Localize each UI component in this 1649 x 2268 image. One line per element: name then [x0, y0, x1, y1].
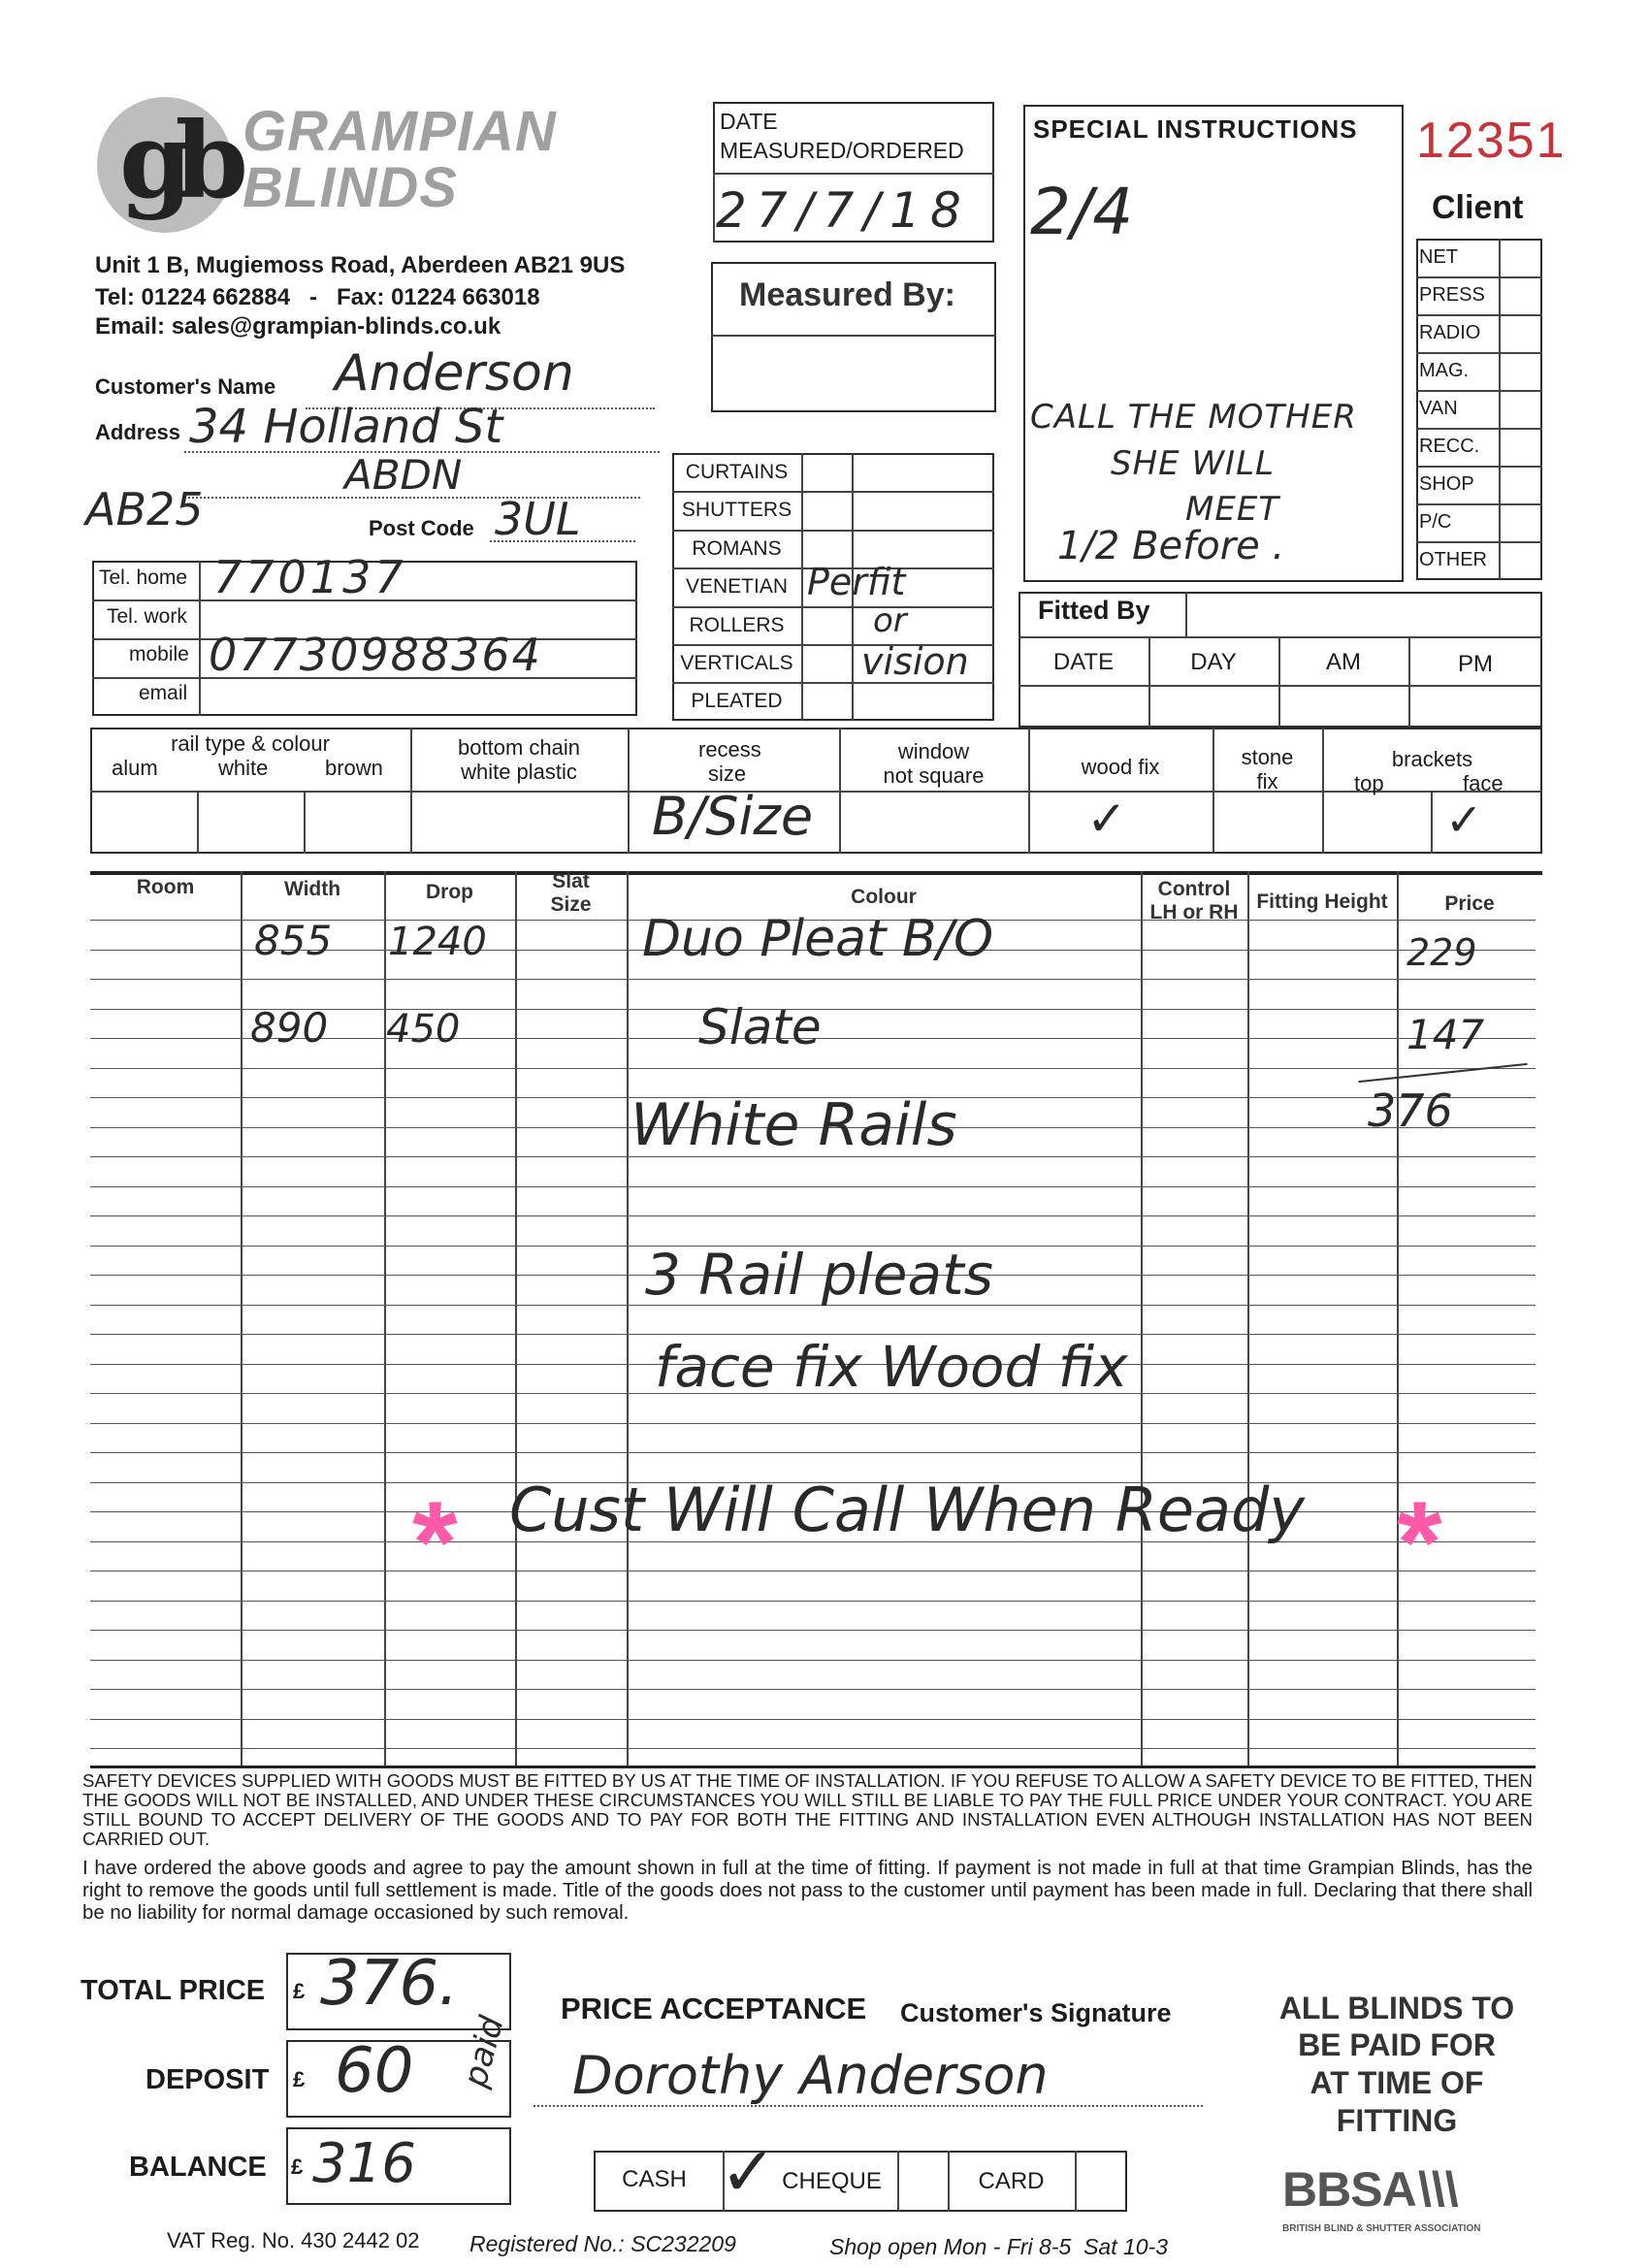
table-note-2: 3 Rail pleats: [645, 1242, 993, 1308]
table-note-4: Cust Will Call When Ready: [509, 1474, 1306, 1545]
payment-cheque: CHEQUE: [782, 2168, 882, 2194]
address-label: Address: [95, 420, 181, 444]
table-row-1-drop: 1240: [388, 920, 487, 964]
deposit-currency: £: [293, 2067, 306, 2091]
special-note-top: 2/4: [1030, 175, 1134, 249]
brackets-face: face: [1463, 771, 1504, 795]
product-3-label: ROMANS: [692, 536, 782, 560]
table-row-2-drop: 450: [386, 1007, 461, 1052]
chain-label-2: white plastic: [461, 760, 577, 784]
product-5-label: ROLLERS: [689, 613, 785, 636]
header-drop: Drop: [426, 881, 473, 903]
star-left: *: [412, 1477, 458, 1607]
deposit-value: 60: [335, 2035, 414, 2107]
header-room: Room: [136, 876, 195, 898]
date-label: DATE: [720, 109, 778, 134]
signature-label: Customer's Signature: [900, 1998, 1172, 2027]
price-acceptance-label: PRICE ACCEPTANCE: [561, 1992, 867, 2025]
product-note-1: Perfit: [807, 561, 906, 603]
client-source-4: MAG.: [1419, 360, 1470, 381]
fitted-by-label: Fitted By: [1038, 596, 1150, 625]
recess-label-1: recess: [698, 737, 761, 761]
footer-registered: Registered No.: SC232209: [469, 2231, 736, 2256]
product-2-label: SHUTTERS: [681, 499, 792, 522]
header-fitting-height: Fitting Height: [1256, 891, 1388, 913]
table-row-2-colour: Slate: [698, 999, 822, 1055]
header-price: Price: [1444, 892, 1495, 915]
product-1-label: CURTAINS: [685, 461, 789, 483]
recess-label-2: size: [708, 761, 747, 786]
product-7-label: PLEATED: [691, 690, 783, 713]
recess-value: B/Size: [652, 786, 814, 847]
table-note-1: White Rails: [630, 1091, 957, 1159]
payment-cash-check: ✓: [720, 2134, 777, 2210]
price-subtotal: 376: [1368, 1085, 1453, 1137]
client-source-9: OTHER: [1419, 549, 1487, 570]
tel-work-label: Tel. work: [107, 605, 187, 628]
brackets-label: brackets: [1391, 747, 1473, 771]
rail-type-label: rail type & colour: [171, 731, 330, 756]
client-source-7: SHOP: [1419, 473, 1474, 495]
bbsa-caption: BRITISH BLIND & SHUTTER ASSOCIATION: [1282, 2223, 1481, 2234]
address-line1: 34 Holland St: [189, 400, 503, 454]
email-label: email: [139, 682, 188, 704]
customer-name-label: Customer's Name: [95, 374, 276, 399]
window-label-1: window: [897, 739, 970, 763]
footer-vat: VAT Reg. No. 430 2442 02: [167, 2228, 420, 2252]
total-price-label: TOTAL PRICE: [81, 1975, 266, 2006]
total-price-value: 376.: [320, 1948, 459, 2020]
special-note-1: CALL THE MOTHER: [1030, 398, 1357, 437]
notice-line-4: FITTING: [1336, 2103, 1458, 2138]
payment-card: CARD: [978, 2168, 1045, 2194]
table-row-1-colour: Duo Pleat B/O: [642, 910, 994, 968]
client-source-2: PRESS: [1419, 284, 1485, 306]
notice-line-2: BE PAID FOR: [1298, 2027, 1496, 2062]
date-measured-value: 27/7/18: [716, 182, 971, 239]
mobile-value: 07730988364: [209, 629, 542, 681]
rail-brown: brown: [325, 756, 383, 780]
bbsa-stripes: \\\: [1418, 2162, 1459, 2217]
customer-signature: Dorothy Anderson: [572, 2045, 1049, 2106]
company-logo: [92, 92, 238, 238]
logo-letters: gb: [119, 100, 232, 222]
postcode-right: 3UL: [495, 493, 581, 545]
table-row-1-width: 855: [254, 917, 333, 964]
order-number: 12351: [1416, 113, 1567, 169]
brackets-top: top: [1354, 771, 1384, 795]
special-note-3: MEET: [1185, 490, 1280, 529]
client-source-5: VAN: [1419, 398, 1458, 419]
header-control-2: LH or RH: [1149, 901, 1239, 923]
date-measured-label: MEASURED/ORDERED: [720, 138, 964, 163]
balance-value: 316: [312, 2132, 416, 2195]
wood-fix-label: wood fix: [1081, 755, 1160, 779]
total-currency: £: [293, 1979, 306, 2003]
table-row-2-price: 147: [1406, 1011, 1485, 1058]
deposit-paid-note: paid: [455, 2012, 512, 2091]
star-right: *: [1397, 1477, 1442, 1607]
balance-currency: £: [291, 2155, 304, 2179]
rail-white: white: [218, 756, 269, 780]
header-colour: Colour: [851, 886, 917, 908]
safety-terms: SAFETY DEVICES SUPPLIED WITH GOODS MUST BE FITTED BY US AT THE TIME OF INSTALLATION. IF YOU REFUSE TO ALLOW A SAFETY DEVICE TO BE FITTED, THEN THE GOODS WILL NOT BE INSTALLED, AND UNDER THESE CIRCUMSTANCES YOU WILL STILL BE LIABLE TO PAY THE FULL PRICE UNDER YOUR CONTRACT. YOU ARE STILL BOUND TO ACCEPT DELIVERY OF THE GOODS AND TO PAY FOR BOTH THE FITTING AND INSTALLATION EVEN ALTHOUGH INSTALLATION HAS NOT BEEN CARRIED OUT.: [82, 1770, 1533, 1849]
window-label-2: not square: [883, 763, 985, 788]
stone-label-2: fix: [1256, 769, 1278, 794]
product-note-3: vision: [861, 640, 969, 683]
measured-by-label: Measured By:: [739, 276, 955, 313]
brackets-face-check: ✓: [1445, 794, 1483, 845]
fitted-am-col: AM: [1326, 649, 1361, 675]
header-slat-2: Size: [550, 893, 592, 916]
client-label: Client: [1432, 189, 1524, 226]
notice-line-3: AT TIME OF: [1310, 2065, 1484, 2100]
company-address: Unit 1 B, Mugiemoss Road, Aberdeen AB21 9US: [95, 252, 626, 278]
company-tel-fax: Tel: 01224 662884 - Fax: 01224 663018: [95, 284, 540, 310]
fitted-pm-col: PM: [1458, 651, 1493, 677]
client-source-8: P/C: [1419, 511, 1452, 533]
postcode-label: Post Code: [369, 516, 474, 540]
bbsa-logo: BBSA: [1282, 2162, 1416, 2217]
customer-name: Anderson: [335, 344, 574, 403]
client-source-3: RADIO: [1419, 322, 1481, 343]
balance-label: BALANCE: [129, 2152, 267, 2183]
stone-label-1: stone: [1241, 745, 1294, 769]
client-source-6: RECC.: [1419, 436, 1480, 457]
mobile-label: mobile: [129, 643, 189, 665]
table-row-1-price: 229: [1406, 931, 1477, 974]
header-width: Width: [283, 878, 341, 900]
notice-line-1: ALL BLINDS TO: [1278, 1991, 1515, 2025]
postcode-left: AB25: [85, 483, 204, 535]
table-note-3: face fix Wood fix: [655, 1334, 1128, 1400]
chain-label-1: bottom chain: [458, 735, 580, 760]
header-control-1: Control: [1157, 878, 1231, 900]
client-source-1: NET: [1419, 246, 1458, 268]
rail-alum: alum: [112, 756, 158, 780]
product-note-2: or: [873, 601, 907, 640]
fitted-date-col: DATE: [1052, 649, 1115, 675]
header-slat-1: Slat: [552, 870, 590, 892]
address-line2: ABDN: [344, 451, 463, 499]
fitted-day-col: DAY: [1190, 649, 1237, 675]
special-instructions-label: SPECIAL INSTRUCTIONS: [1033, 114, 1358, 144]
payment-cash: CASH: [622, 2166, 687, 2192]
special-note-2: SHE WILL: [1111, 444, 1275, 483]
product-4-label: VENETIAN: [685, 575, 789, 599]
company-name-line1: GRAMPIAN: [242, 100, 557, 163]
special-note-4: 1/2 Before .: [1057, 524, 1285, 568]
tel-home-value: 770137: [213, 551, 407, 603]
tel-home-label: Tel. home: [99, 567, 188, 589]
company-name-line2: BLINDS: [242, 156, 458, 219]
agreement-terms: I have ordered the above goods and agree to pay the amount shown in full at the time of fitting. If payment is not made in full at that time Grampian Blinds, has the right to remove the goods until full settlement is made. Title of the goods does not pass to the customer until payment has been made in full. Declaring that there shall be no liability for normal damage occasioned by such removal.: [82, 1858, 1533, 1924]
product-6-label: VERTICALS: [680, 652, 793, 674]
deposit-label: DEPOSIT: [146, 2064, 270, 2095]
company-email: Email: sales@grampian-blinds.co.uk: [95, 313, 501, 340]
table-row-2-width: 890: [250, 1004, 329, 1052]
wood-fix-check: ✓: [1086, 792, 1127, 846]
footer-hours: Shop open Mon - Fri 8-5 Sat 10-3: [829, 2234, 1169, 2259]
